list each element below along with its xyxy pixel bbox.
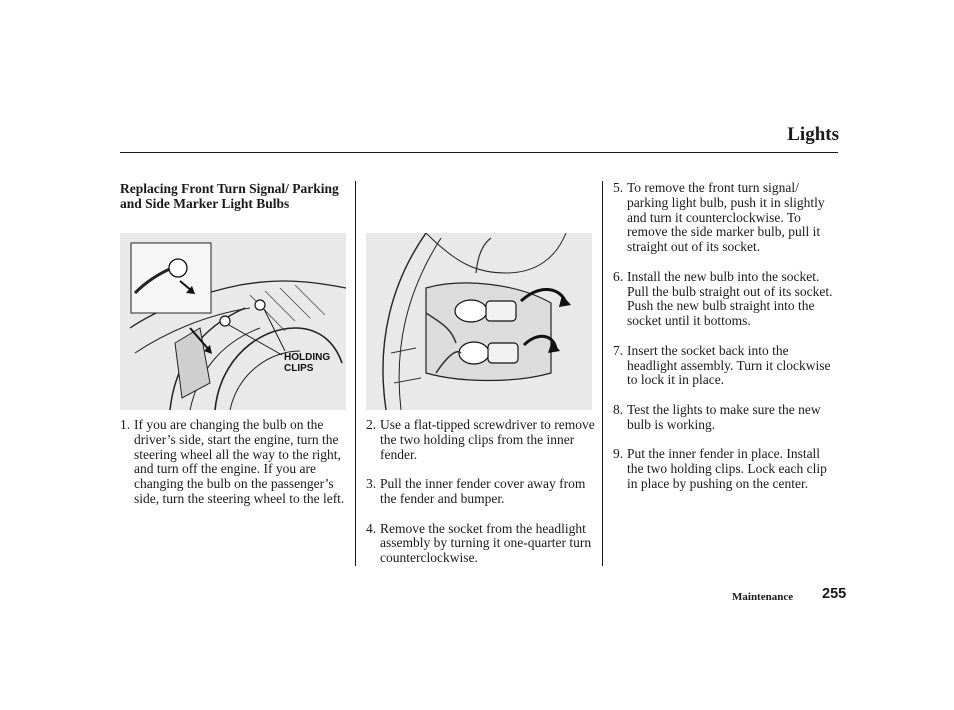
step-item <box>613 181 835 255</box>
step-number: 3. <box>366 476 377 492</box>
step-item <box>366 522 598 566</box>
holding-clips-callout-line2: CLIPS <box>284 363 314 374</box>
step-text: Pull the inner fender cover away from the fender and bumper. <box>380 476 586 506</box>
step-text: Insert the socket back into the headlight assembly. Turn it clockwise to lock it in place. <box>627 342 831 388</box>
step-item <box>613 447 835 491</box>
step-number: 2. <box>366 417 377 432</box>
step-number: 4. <box>366 520 377 536</box>
steps-column-left <box>120 418 348 522</box>
step-number: 8. <box>613 401 624 417</box>
step-item <box>366 418 598 462</box>
step-number: 9. <box>613 446 624 462</box>
step-text: Test the lights to make sure the new bulb is working. <box>627 401 821 432</box>
column-divider-left <box>355 181 356 566</box>
step-text: Remove the socket from the headlight assembly by turning it one-quarter turn counterclockwise. <box>380 520 592 566</box>
section-heading: Replacing Front Turn Signal/ Parking and Side Marker Light Bulbs <box>120 181 339 211</box>
step-number: 5. <box>613 180 624 195</box>
step-item <box>613 403 835 433</box>
step-number: 7. <box>613 342 624 358</box>
step-number: 6. <box>613 268 624 284</box>
page-number: 255 <box>822 586 847 602</box>
page-title: Lights <box>787 124 839 145</box>
step-item <box>613 344 835 388</box>
step-item <box>366 477 598 507</box>
steps-column-right <box>613 181 835 507</box>
step-number: 1. <box>120 417 131 432</box>
title-rule <box>120 152 838 153</box>
holding-clips-callout-line1: HOLDING <box>284 352 331 363</box>
step-text: Put the inner fender in place. Install the two holding clips. Lock each clip in place by pushing on the center. <box>627 446 827 491</box>
column-divider-right <box>602 181 603 566</box>
fender-clips-illustration <box>120 233 346 410</box>
step-text: Use a flat-tipped screwdriver to remove the two holding clips from the inner fender. <box>380 417 595 462</box>
headlight-socket-illustration <box>366 233 592 410</box>
footer-section-label: Maintenance <box>732 591 794 603</box>
step-text: If you are changing the bulb on the driver’s side, start the engine, turn the steering wheel all the way to the right, and turn off the engine. If you are changing the bulb on the passenger’s side, turn the steering wheel to the left. <box>134 417 345 506</box>
step-item <box>120 418 348 507</box>
step-text: To remove the front turn signal/ parking light bulb, push it in slightly and turn it counterclockwise. To remove the side marker bulb, pull it straight out of its socket. <box>627 180 825 255</box>
step-item <box>613 270 835 329</box>
step-text: Install the new bulb into the socket. Pull the bulb straight out of its socket. Push the new bulb straight into the socket until it bottoms. <box>627 268 833 329</box>
steps-column-middle <box>366 418 598 581</box>
